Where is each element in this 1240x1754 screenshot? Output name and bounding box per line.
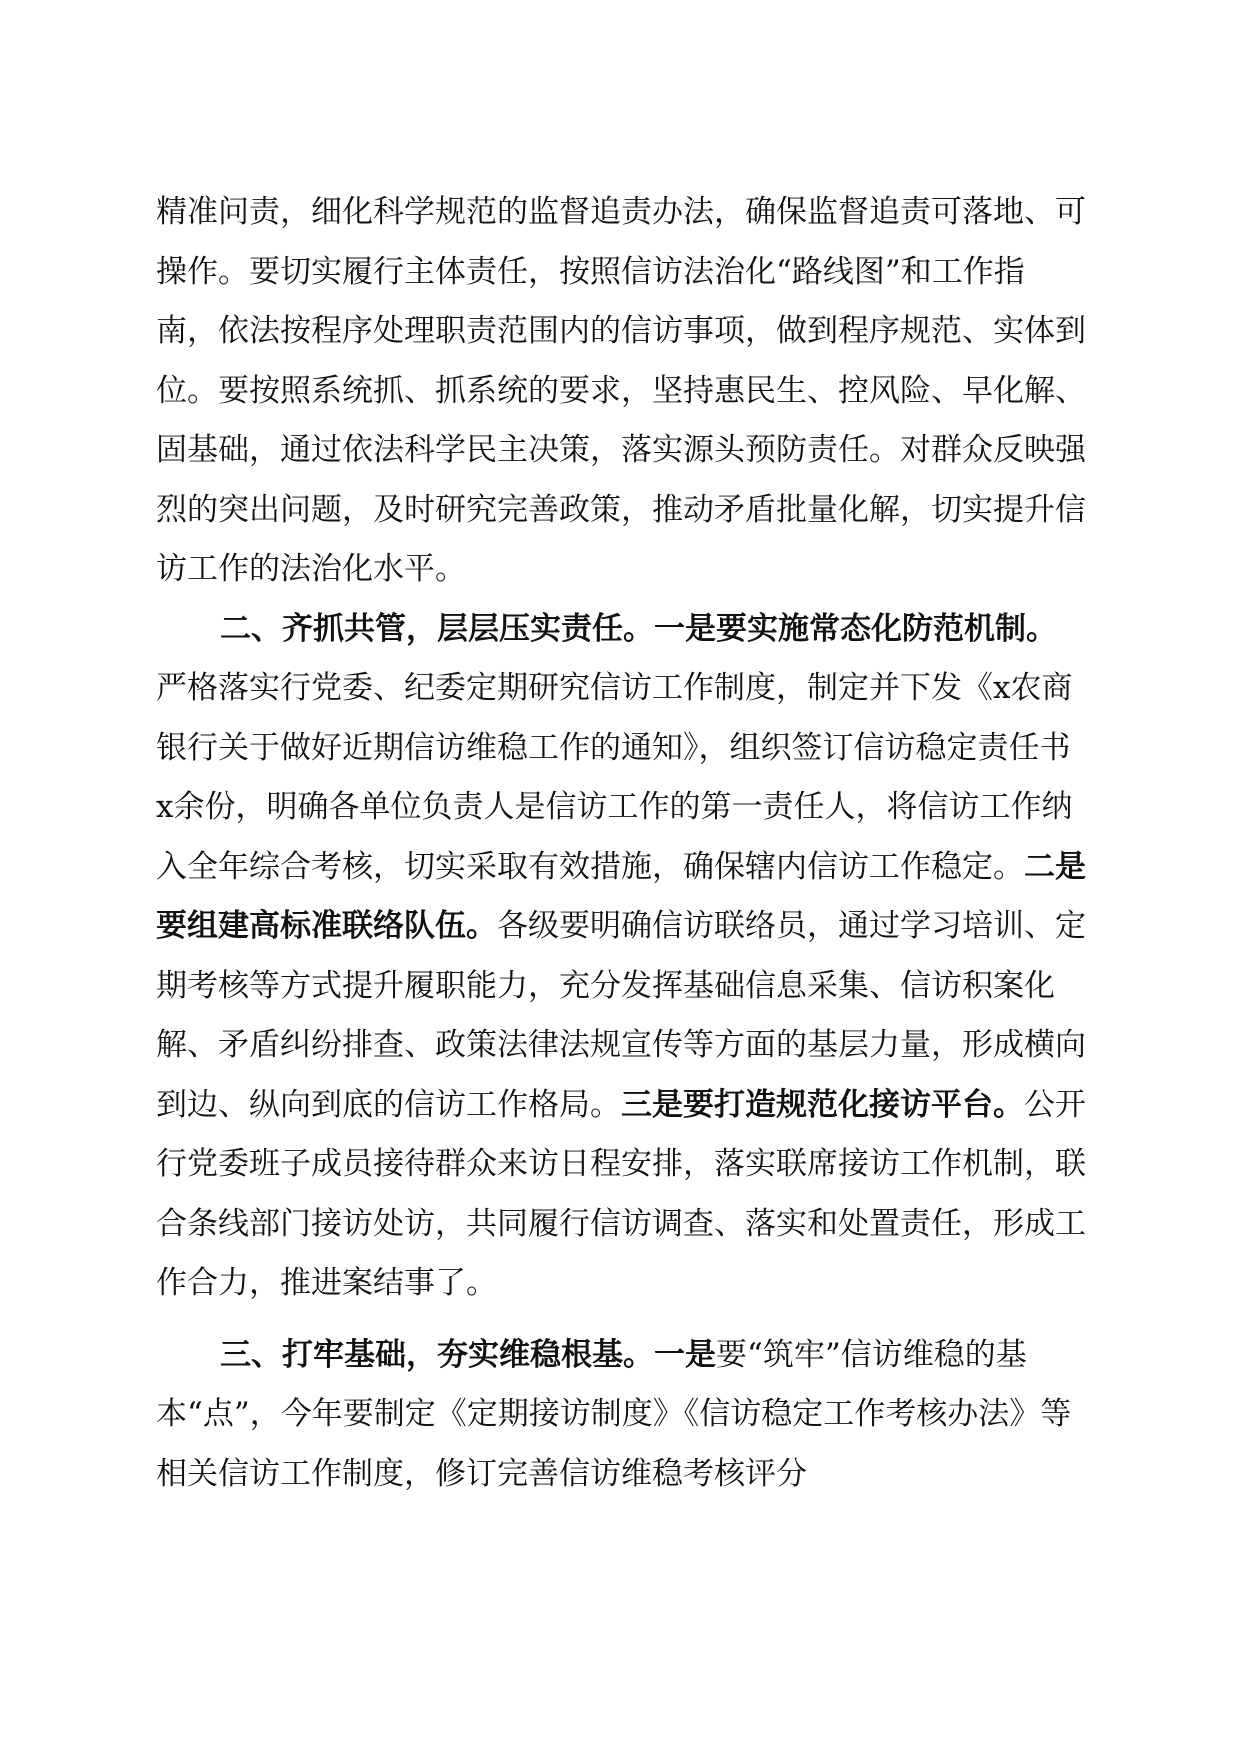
point-two-heading: 二是要组建高标准联络队伍。 xyxy=(156,848,1086,944)
paragraph-text: 精准问责，细化科学规范的监督追责办法，确保监督追责可落地、可操作。要切实履行主体责任，按照信访法治化“路线图”和工作指南，依法按程序处理职责范围内的信访事项，做到程序规范、实体到位。要按照系统抓、抓系统的要求，坚持惠民生、控风险、早化解、固基础，通过依法科学民主决策，落实源头预防责任。对群众反映强烈的突出问题，及时研究完善政策，推动矛盾批量化解，切实提升信访工作的法治化水平。 xyxy=(156,194,1086,587)
paragraph-text: 各级要明确信访联络员，通过学习培训、定期考核等方式提升履职能力，充分发挥基础信息采集、信访积案化解、矛盾纠纷排查、政策法律法规宣传等方面的基层力量，形成横向到边、纵向到底的信访工作格局。 xyxy=(156,908,1086,1123)
paragraph-text: 严格落实行党委、纪委定期研究信访工作制度，制定并下发《x农商银行关于做好近期信访维稳工作的通知》，组织签订信访稳定责任书x余份，明确各单位负责人是信访工作的第一责任人，将信访工作纳入全年综合考核，切实采取有效措施，确保辖内信访工作稳定。 xyxy=(156,670,1073,885)
section-three-heading: 三、打牢基础，夯实维稳根基。一是 xyxy=(220,1336,716,1373)
paragraph-section-three xyxy=(156,1326,1086,1505)
section-two-heading: 二、齐抓共管，层层压实责任。一是要实施常态化防范机制。 xyxy=(220,610,1057,647)
point-three-heading: 三是要打造规范化接访平台。 xyxy=(621,1086,1024,1123)
document-body xyxy=(156,183,1086,1504)
paragraph-accountability xyxy=(156,183,1086,600)
paragraph-text: 公开行党委班子成员接待群众来访日程安排，落实联席接访工作机制，联合条线部门接访处访，共同履行信访调查、落实和处置责任，形成工作合力，推进案结事了。 xyxy=(156,1086,1086,1301)
paragraph-text: 要“筑牢”信访维稳的基本“点”，今年要制定《定期接访制度》《信访稳定工作考核办法》等相关信访工作制度，修订完善信访维稳考核评分 xyxy=(156,1336,1072,1492)
paragraph-section-two xyxy=(156,600,1086,1314)
